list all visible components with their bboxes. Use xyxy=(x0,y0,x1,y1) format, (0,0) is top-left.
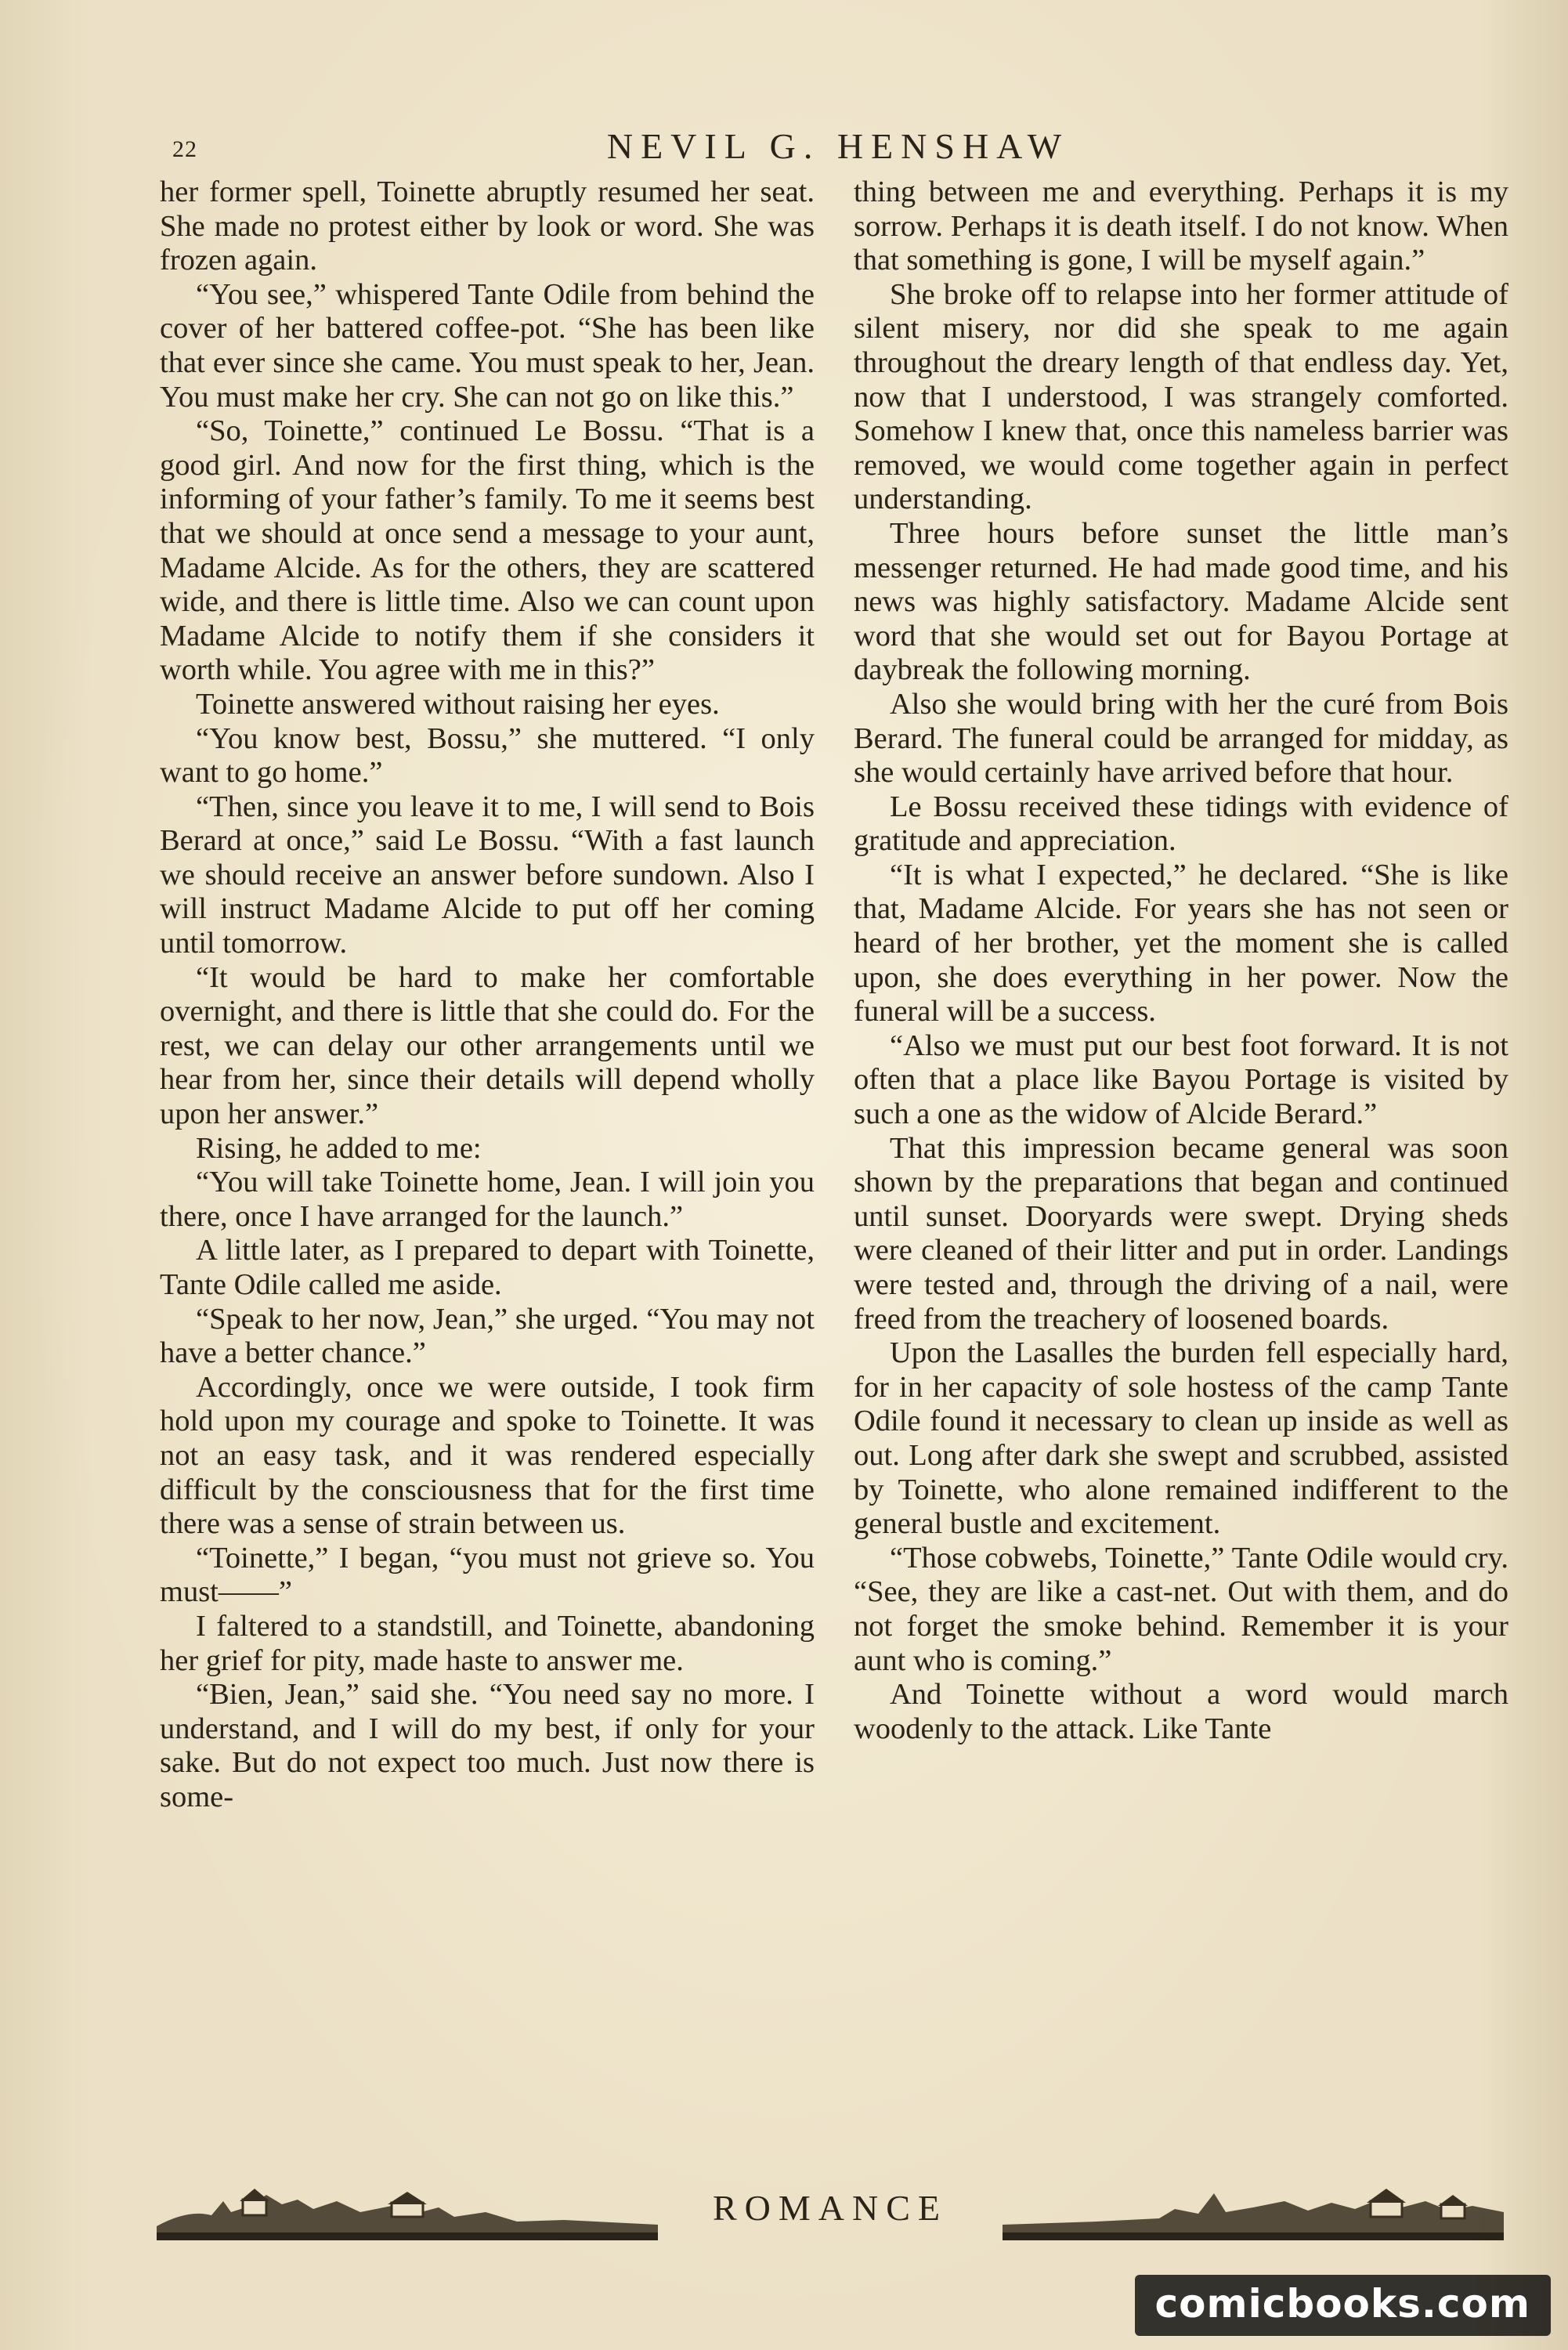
paragraph: her former spell, Toinette abruptly resumed her seat. She made no protest either by look or word. She was frozen again. xyxy=(160,175,815,277)
paragraph: And Toinette without a word would march woodenly to the attack. Like Tante xyxy=(854,1678,1508,1745)
paragraph: “Those cobwebs, Toinette,” Tante Odile would cry. “See, they are like a cast-net. Out with them, and do not forget the smoke behind. Remember it is your aunt who is coming.” xyxy=(854,1541,1508,1677)
paragraph: thing between me and everything. Perhaps it is my sorrow. Perhaps it is death itself. I do not know. When that something is gone, I will be myself again.” xyxy=(854,175,1508,277)
paragraph: Toinette answered without raising her eyes. xyxy=(196,687,720,721)
running-head: NEVIL G. HENSHAW xyxy=(606,126,1070,166)
page-header xyxy=(164,125,1512,172)
paragraph: “Bien, Jean,” said she. “You need say no more. I understand, and I will do my best, if only for your sake. But do not expect too much. Just now there is some- xyxy=(160,1678,815,1813)
paragraph: “It is what I expected,” he declared. “She is like that, Madame Alcide. For years she has not seen or heard of her brother, yet the moment she is called upon, she does everything in her power. Now the funeral will be a success. xyxy=(854,858,1508,1029)
page-footer xyxy=(157,2170,1504,2248)
landscape-vignette-right xyxy=(1003,2178,1504,2248)
right-column xyxy=(854,175,1508,1746)
paragraph: “You know best, Bossu,” she muttered. “I only want to go home.” xyxy=(160,721,815,790)
paragraph: “It would be hard to make her comfortable overnight, and there is little that she could do. For the rest, we can delay our other arrangements until we hear from her, since their details will depend wholly upon her answer.” xyxy=(160,960,815,1131)
paragraph: I faltered to a standstill, and Toinette, abandoning her grief for pity, made haste to answer me. xyxy=(160,1609,815,1677)
paragraph: “So, Toinette,” continued Le Bossu. “That is a good girl. And now for the first thing, which is the informing of your father’s family. To me it seems best that we should at once send a message to your aunt, Madame Alcide. As for the others, they are scattered wide, and there is little time. Also we can count upon Madame Alcide to notify them if she considers it worth while. You agree with me in this?” xyxy=(160,414,815,687)
paragraph: Upon the Lasalles the burden fell especially hard, for in her capacity of sole hostess of the camp Tante Odile found it necessary to clean up inside as well as out. Long after dark she swept and scrubbed, assisted by Toinette, who alone remained indifferent to the general bustle and excitement. xyxy=(854,1336,1508,1541)
paragraph: “Then, since you leave it to me, I will send to Bois Berard at once,” said Le Bossu. “With a fast launch we should receive an answer before sundown. Also I will instruct Madame Alcide to put off her coming until tomorrow. xyxy=(160,790,815,960)
paragraph: “You see,” whispered Tante Odile from behind the cover of her battered coffee-pot. “She has been like that ever since she came. You must speak to her, Jean. You must make her cry. She can not go on like this.” xyxy=(160,277,815,414)
paragraph: Le Bossu received these tidings with evidence of gratitude and appreciation. xyxy=(854,790,1508,858)
magazine-title: ROMANCE xyxy=(712,2188,948,2228)
paragraph: “Speak to her now, Jean,” she urged. “You may not have a better chance.” xyxy=(160,1302,815,1370)
paragraph: Rising, he added to me: xyxy=(196,1131,482,1165)
page-number: 22 xyxy=(172,136,197,162)
paragraph: “Also we must put our best foot forward. It is not often that a place like Bayou Portage is visited by such a one as the widow of Alcide Berard.” xyxy=(854,1029,1508,1131)
paragraph: Three hours before sunset the little man’s messenger returned. He had made good time, and his news was highly satisfactory. Madame Alcide sent word that she would set out for Bayou Portage at daybreak the following morning. xyxy=(854,516,1508,687)
paragraph: That this impression became general was soon shown by the preparations that began and continued until sunset. Dooryards were swept. Drying sheds were cleaned of their litter and put in order. Landings were tested and, through the driving of a nail, were freed from the treachery of loosened boards. xyxy=(854,1131,1508,1336)
paragraph: “You will take Toinette home, Jean. I will join you there, once I have arranged for the launch.” xyxy=(160,1166,815,1233)
paragraph: “Toinette,” I began, “you must not grieve so. You must——” xyxy=(160,1541,815,1609)
site-watermark: comicbooks.com xyxy=(1135,2275,1551,2336)
paragraph: She broke off to relapse into her former attitude of silent misery, nor did she speak to me again throughout the dreary length of that endless day. Yet, now that I understood, I was strangely comforted. Somehow I knew that, once this nameless barrier was removed, we would come together again in perfect understanding. xyxy=(854,277,1508,516)
paragraph: A little later, as I prepared to depart with Toinette, Tante Odile called me aside. xyxy=(160,1234,815,1301)
paragraph: Also she would bring with her the curé from Bois Berard. The funeral could be arranged for midday, as she would certainly have arrived before that hour. xyxy=(854,687,1508,790)
left-column xyxy=(160,175,815,1815)
paragraph: Accordingly, once we were outside, I took firm hold upon my courage and spoke to Toinette. It was not an easy task, and it was rendered especially difficult by the consciousness that for the first time there was a sense of strain between us. xyxy=(160,1370,815,1541)
